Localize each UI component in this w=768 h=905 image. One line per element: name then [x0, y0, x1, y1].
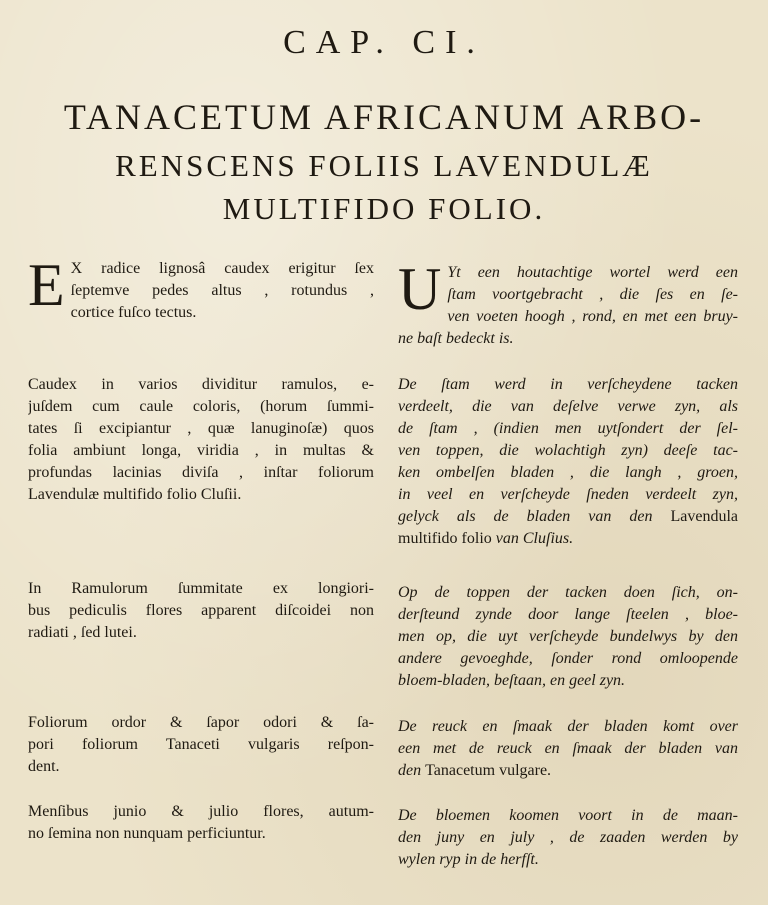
- text-line: Op de toppen der tacken doen ſich, on-: [398, 584, 738, 601]
- latin-paragraph-2: [28, 374, 374, 506]
- chapter-heading: CAP. CI.: [283, 24, 485, 61]
- text-line: men op, die uyt verſcheyde bundelwys by den: [398, 628, 738, 645]
- text-line: Yt een houtachtige wortel werd een: [447, 264, 738, 281]
- text-line: den juny en july , de zaaden werden by: [398, 829, 738, 846]
- text-line: De reuck en ſmaak der bladen komt over: [398, 718, 738, 735]
- title-line-1: TANACETUM AFRICANUM ARBO-: [63, 97, 705, 137]
- text-line: [398, 506, 738, 528]
- text-line: ne baſt bedeckt is.: [398, 330, 514, 347]
- text-line: cortice fuſco tectus.: [70, 304, 197, 321]
- text-line: Caudex in varios dividitur ramulos, e-: [28, 376, 374, 393]
- text-run: gelyck als de bladen van den: [398, 508, 653, 525]
- dutch-paragraph-2: [398, 374, 738, 550]
- text-line: [398, 528, 738, 550]
- text-run: van Cluſius.: [495, 530, 574, 547]
- text-line: bloem-bladen, beſtaan, en geel zyn.: [398, 672, 626, 689]
- text-line: X radice lignosâ caudex erigitur ſex: [70, 260, 374, 277]
- title-line-2: RENSCENS FOLIIS LAVENDULÆ: [115, 148, 653, 183]
- text-line: in veel en verſcheyde ſneden verdeelt zyn,: [398, 486, 738, 503]
- text-line: profundas lacinias diviſa , inſtar foliorum: [28, 464, 374, 481]
- latin-paragraph-3: [28, 578, 374, 644]
- text-line: ken ombelſen bladen , die langh , groen,: [398, 464, 738, 481]
- text-line: juſdem cum caule coloris, (horum ſummi-: [28, 398, 374, 415]
- text-line: [398, 760, 738, 782]
- text-run-upright: Lavendula: [670, 508, 738, 525]
- text-line: de ſtam , (indien men uytſondert der ſel-: [398, 420, 738, 437]
- text-line: no ſemina non nunquam perficiuntur.: [28, 825, 266, 842]
- drop-cap: E: [28, 252, 65, 318]
- text-line: ſtam voortgebracht , die ſes en ſe-: [447, 286, 738, 303]
- text-line: tates ſi excipiantur , quæ lanuginoſæ) quos: [28, 420, 374, 437]
- text-line: bus pediculis flores apparent diſcoidei non: [28, 602, 374, 619]
- text-line: folia ambiunt longa, viridia , in multas &: [28, 442, 374, 459]
- title-line-3: MULTIFIDO FOLIO.: [222, 191, 546, 226]
- text-line: andere gevoeghde, ſonder rond omloopende: [398, 650, 738, 667]
- text-line: ven voeten hoogh , rond, en met een bruy-: [447, 308, 738, 325]
- latin-paragraph-5: [28, 801, 374, 845]
- text-run: den: [398, 762, 422, 779]
- dutch-paragraph-3: [398, 582, 738, 692]
- text-line: De bloemen koomen voort in de maan-: [398, 807, 738, 824]
- text-line: ven toppen, die wolachtigh zyn) deeſe tac-: [398, 442, 738, 459]
- dutch-paragraph-1: [398, 256, 738, 350]
- text-line: een met de reuck en ſmaak der bladen van: [398, 740, 738, 757]
- text-run-upright: multifido folio: [398, 530, 492, 547]
- text-line: Foliorum ordor & ſapor odori & ſa-: [28, 714, 374, 731]
- text-line: Menſibus junio & julio flores, autum-: [28, 803, 374, 820]
- text-line: wylen ryp in de herfſt.: [398, 851, 539, 868]
- latin-paragraph-4: [28, 712, 374, 778]
- text-line: derſteund zynde door lange ſteelen , bloe-: [398, 606, 738, 623]
- text-line: verdeelt, die van deſelve verwe zyn, als: [398, 398, 738, 415]
- text-line: Lavendulæ multifido folio Cluſii.: [28, 486, 242, 503]
- text-line: De ſtam werd in verſcheydene tacken: [398, 376, 738, 393]
- text-line: dent.: [28, 758, 60, 775]
- dutch-paragraph-5: [398, 805, 738, 871]
- drop-cap: U: [398, 256, 442, 322]
- text-line: In Ramulorum ſummitate ex longiori-: [28, 580, 374, 597]
- dutch-paragraph-4: [398, 716, 738, 782]
- latin-paragraph-1: [28, 252, 374, 324]
- text-line: radiati , ſed lutei.: [28, 624, 137, 641]
- text-line: ſeptemve pedes altus , rotundus ,: [70, 282, 374, 299]
- text-line: pori foliorum Tanaceti vulgaris reſpon-: [28, 736, 374, 753]
- text-run-upright: Tanacetum vulgare.: [425, 762, 552, 779]
